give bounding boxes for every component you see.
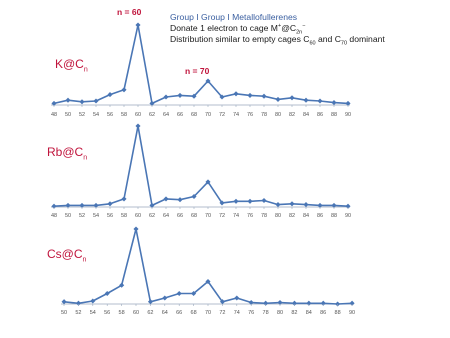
info-line2-at: @C bbox=[281, 23, 297, 33]
x-tick-label: 84 bbox=[305, 310, 312, 316]
data-point bbox=[107, 201, 112, 206]
data-point bbox=[133, 226, 138, 231]
series-line bbox=[54, 126, 348, 206]
x-tick-label: 50 bbox=[64, 112, 72, 118]
x-tick-label: 80 bbox=[274, 213, 282, 219]
data-point bbox=[62, 299, 67, 304]
x-tick-label: 52 bbox=[78, 213, 86, 219]
x-tick-label: 48 bbox=[50, 112, 58, 118]
x-tick-label: 70 bbox=[204, 112, 212, 118]
info-line2-minus: − bbox=[302, 23, 306, 30]
x-tick-label: 90 bbox=[344, 213, 352, 219]
data-point bbox=[261, 198, 266, 203]
x-tick-label: 50 bbox=[64, 213, 72, 219]
x-tick-label: 78 bbox=[262, 310, 269, 316]
x-tick-label: 54 bbox=[92, 213, 100, 219]
x-tick-label: 68 bbox=[190, 310, 197, 316]
data-point bbox=[163, 196, 168, 201]
info-line3-sub2: 70 bbox=[340, 40, 348, 47]
panel-label-k-base: K@C bbox=[55, 57, 84, 71]
data-point bbox=[121, 196, 126, 201]
data-point bbox=[93, 98, 98, 103]
x-tick-label: 56 bbox=[106, 112, 114, 118]
series-line bbox=[54, 25, 348, 103]
data-point bbox=[162, 295, 167, 300]
data-point bbox=[65, 98, 70, 103]
data-point bbox=[261, 94, 266, 99]
x-tick-label: 80 bbox=[274, 112, 282, 118]
x-tick-label: 50 bbox=[60, 310, 68, 316]
x-tick-label: 74 bbox=[233, 310, 240, 316]
x-tick-label: 88 bbox=[330, 213, 338, 219]
info-line3-sub1: 60 bbox=[309, 40, 316, 47]
panel-label-k-sub: n bbox=[83, 66, 88, 74]
x-tick-label: 74 bbox=[232, 213, 240, 219]
x-tick-label: 80 bbox=[276, 310, 284, 316]
chart-panel-3 bbox=[61, 226, 355, 316]
info-heading: Group I Group I Metallofullerenes bbox=[170, 12, 298, 22]
data-point bbox=[177, 197, 182, 202]
x-tick-label: 62 bbox=[148, 213, 156, 219]
x-tick-label: 74 bbox=[232, 112, 240, 118]
x-tick-label: 68 bbox=[190, 213, 198, 219]
x-tick-label: 52 bbox=[78, 112, 86, 118]
x-tick-label: 86 bbox=[316, 213, 324, 219]
panel-label-rb-base: Rb@C bbox=[47, 145, 84, 159]
data-point bbox=[289, 201, 294, 206]
x-tick-label: 56 bbox=[104, 310, 111, 316]
x-tick-label: 66 bbox=[176, 213, 184, 219]
info-line2-prefix: Donate 1 electron to cage M bbox=[170, 23, 278, 33]
data-point bbox=[234, 295, 239, 300]
annotation-n60: n = 60 bbox=[117, 7, 142, 17]
panel-label-cs-base: Cs@C bbox=[47, 247, 83, 261]
data-point bbox=[121, 87, 126, 92]
data-point bbox=[148, 299, 153, 304]
x-tick-label: 48 bbox=[50, 213, 58, 219]
x-tick-label: 90 bbox=[344, 112, 352, 118]
x-tick-label: 72 bbox=[219, 310, 226, 316]
data-point bbox=[177, 93, 182, 98]
x-tick-label: 82 bbox=[288, 213, 296, 219]
data-point bbox=[289, 95, 294, 100]
x-tick-label: 72 bbox=[218, 213, 226, 219]
x-tick-label: 86 bbox=[316, 112, 324, 118]
x-tick-label: 60 bbox=[132, 310, 140, 316]
x-tick-label: 68 bbox=[190, 112, 198, 118]
x-tick-label: 86 bbox=[320, 310, 327, 316]
x-tick-label: 76 bbox=[246, 213, 254, 219]
info-line3-a: Distribution similar to empty cages C bbox=[170, 34, 310, 44]
info-line2-plus: + bbox=[277, 23, 282, 30]
x-tick-label: 60 bbox=[134, 213, 142, 219]
x-tick-label: 64 bbox=[161, 310, 168, 316]
data-point bbox=[275, 202, 280, 207]
x-tick-label: 66 bbox=[176, 112, 184, 118]
x-tick-label: 84 bbox=[302, 213, 310, 219]
data-point bbox=[135, 22, 140, 27]
data-point bbox=[163, 94, 168, 99]
x-tick-label: 76 bbox=[248, 310, 255, 316]
data-point bbox=[303, 202, 308, 207]
x-tick-label: 54 bbox=[92, 112, 100, 118]
x-tick-label: 56 bbox=[106, 213, 114, 219]
x-tick-label: 64 bbox=[162, 112, 170, 118]
x-tick-label: 70 bbox=[204, 213, 212, 219]
info-line3-b: and C bbox=[315, 34, 341, 44]
x-tick-label: 52 bbox=[75, 310, 82, 316]
panel-label-rb-sub: n bbox=[83, 154, 88, 162]
x-tick-label: 72 bbox=[218, 112, 226, 118]
annotation-n70: n = 70 bbox=[185, 66, 210, 76]
chart-panel-2 bbox=[51, 123, 351, 219]
x-tick-label: 58 bbox=[120, 112, 128, 118]
data-point bbox=[317, 98, 322, 103]
x-tick-label: 88 bbox=[330, 112, 338, 118]
data-point bbox=[177, 291, 182, 296]
data-point bbox=[233, 199, 238, 204]
data-point bbox=[79, 99, 84, 104]
x-tick-label: 88 bbox=[334, 310, 341, 316]
x-tick-label: 64 bbox=[162, 213, 170, 219]
data-point bbox=[107, 92, 112, 97]
data-point bbox=[135, 123, 140, 128]
x-tick-label: 82 bbox=[291, 310, 298, 316]
x-tick-label: 62 bbox=[148, 112, 156, 118]
data-point bbox=[247, 93, 252, 98]
data-point bbox=[303, 98, 308, 103]
panel-label-cs-sub: n bbox=[82, 256, 87, 264]
info-line2-sub: 2n bbox=[296, 29, 303, 36]
chart-panel-1 bbox=[51, 22, 351, 118]
x-tick-label: 60 bbox=[134, 112, 142, 118]
data-point bbox=[247, 199, 252, 204]
info-line3-c: dominant bbox=[347, 34, 385, 44]
x-tick-label: 84 bbox=[302, 112, 310, 118]
x-tick-label: 90 bbox=[348, 310, 356, 316]
x-tick-label: 78 bbox=[260, 112, 268, 118]
x-tick-label: 66 bbox=[176, 310, 183, 316]
x-tick-label: 62 bbox=[147, 310, 154, 316]
x-tick-label: 76 bbox=[246, 112, 254, 118]
x-tick-label: 78 bbox=[260, 213, 268, 219]
x-tick-label: 70 bbox=[204, 310, 212, 316]
x-tick-label: 82 bbox=[288, 112, 296, 118]
data-point bbox=[233, 91, 238, 96]
x-tick-label: 58 bbox=[118, 310, 125, 316]
x-tick-label: 58 bbox=[120, 213, 128, 219]
x-tick-label: 54 bbox=[89, 310, 96, 316]
data-point bbox=[275, 97, 280, 102]
data-point bbox=[331, 100, 336, 105]
